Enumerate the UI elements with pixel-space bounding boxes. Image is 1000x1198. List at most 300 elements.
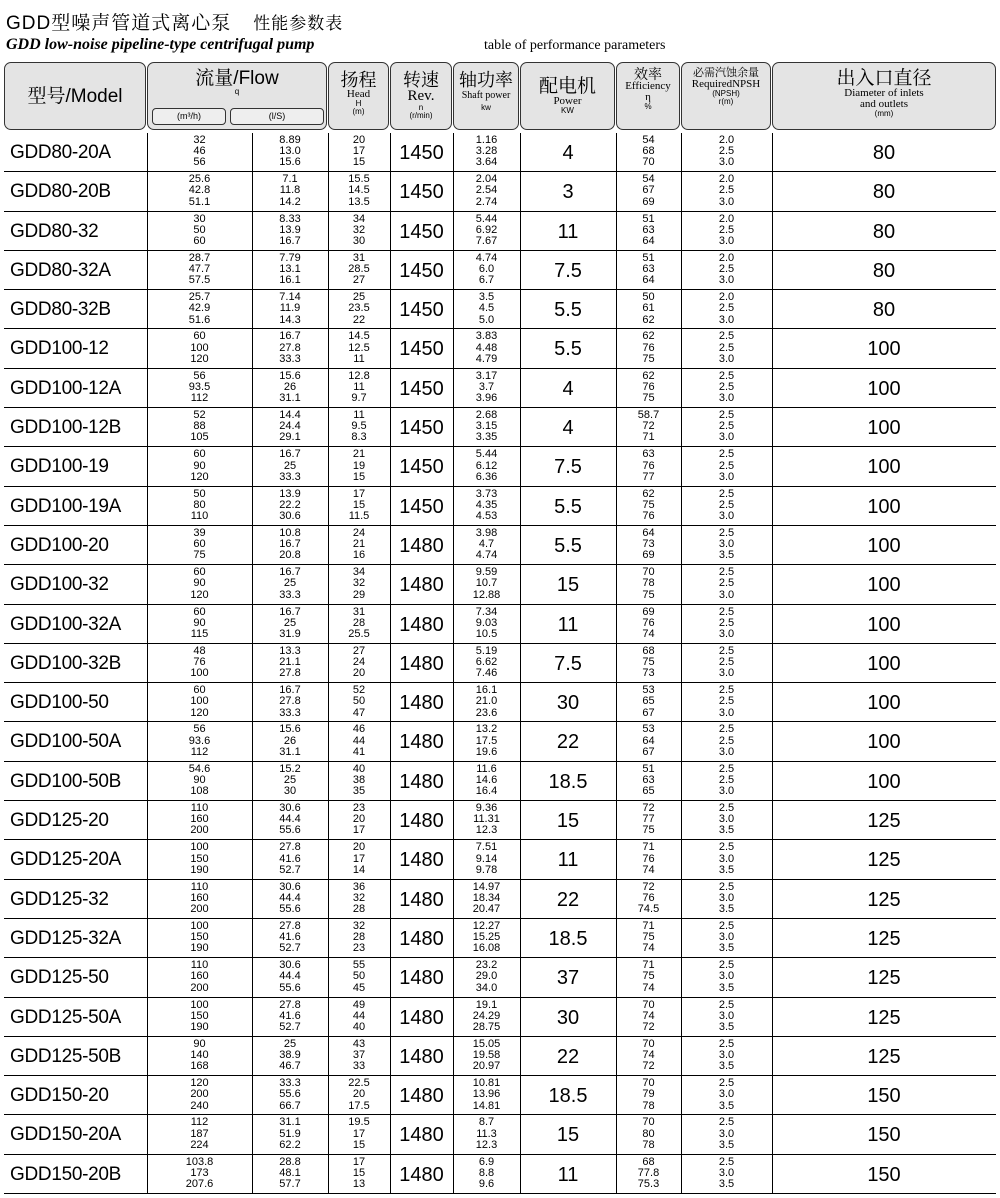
- npsh-cell-value: 3.0: [718, 1127, 735, 1140]
- rev-cell: 1450: [399, 417, 444, 440]
- header-shaft-power: [453, 62, 519, 130]
- shaft-power-cell-value: 28.75: [472, 1020, 501, 1033]
- shaft-power-cell-value: 34.0: [475, 981, 498, 994]
- flow-m3h-cell-value: 105: [190, 431, 209, 444]
- head-cell-value: 34: [352, 566, 366, 579]
- header-diameter: [772, 62, 996, 130]
- npsh-cell-value: 2.5: [718, 695, 735, 708]
- title-en-sub: table of performance parameters: [484, 38, 666, 53]
- npsh-cell-value: 2.5: [718, 184, 735, 197]
- table-row: [4, 880, 996, 919]
- head-cell-value: 24: [352, 656, 366, 669]
- motor-power-cell: 37: [556, 967, 580, 990]
- flow-m3h-cell: [147, 921, 252, 955]
- model-cell: GDD150-20B: [10, 1163, 122, 1185]
- head-cell-value: 28: [352, 903, 366, 916]
- npsh-cell-value: 3.0: [718, 667, 735, 680]
- head-cell-value: 17: [352, 852, 366, 865]
- flow-m3h-cell-value: 90: [193, 616, 206, 629]
- efficiency-cell-value: 72: [642, 1020, 655, 1033]
- npsh-cell-value: 3.5: [718, 903, 735, 916]
- npsh-cell: [681, 1000, 772, 1034]
- flow-ls-cell-value: 21.1: [279, 656, 301, 669]
- table-header: [4, 62, 996, 132]
- shaft-power-cell-value: 16.1: [475, 684, 498, 697]
- header-rev-unit: (r/min): [409, 111, 433, 120]
- head-cell-value: 38: [352, 773, 366, 786]
- shaft-power-cell-value: 7.46: [475, 667, 498, 680]
- flow-ls-cell-value: 7.79: [279, 251, 301, 264]
- header-power-unit: KW: [561, 106, 574, 115]
- shaft-power-cell-value: 3.7: [478, 380, 495, 393]
- motor-power-cell: 7.5: [554, 259, 582, 282]
- efficiency-cell-value: 64: [642, 526, 655, 539]
- header-shaft-en: Shaft power: [461, 90, 511, 101]
- header-flow: [147, 62, 327, 130]
- flow-m3h-cell-value: 110: [190, 959, 209, 972]
- npsh-cell: [681, 331, 772, 365]
- efficiency-cell-value: 53: [642, 723, 655, 736]
- shaft-power-cell: [453, 214, 520, 248]
- motor-power-cell: 15: [556, 1124, 580, 1147]
- flow-m3h-cell: [147, 331, 252, 365]
- table-row: [4, 408, 996, 447]
- table-row: [4, 565, 996, 604]
- flow-ls-cell: [252, 724, 328, 758]
- shaft-power-cell-value: 9.36: [475, 802, 498, 815]
- efficiency-cell-value: 75: [642, 824, 655, 837]
- flow-ls-cell: [252, 253, 328, 287]
- diameter-cell: 80: [872, 220, 896, 243]
- shaft-power-cell: [453, 607, 520, 641]
- flow-ls-cell-value: 16.1: [279, 274, 301, 287]
- motor-power-cell: 3: [562, 181, 574, 204]
- shaft-power-cell-value: 29.0: [475, 970, 498, 983]
- npsh-cell-value: 3.5: [718, 1060, 735, 1073]
- efficiency-cell-value: 74: [642, 942, 655, 955]
- head-cell: [328, 331, 390, 365]
- flow-ls-cell-value: 27.8: [279, 919, 301, 932]
- npsh-cell: [681, 1078, 772, 1112]
- shaft-power-cell-value: 12.3: [475, 1138, 498, 1151]
- flow-m3h-cell-value: 56: [193, 156, 206, 169]
- flow-ls-cell-value: 31.9: [279, 627, 301, 640]
- head-cell-value: 34: [352, 212, 366, 225]
- npsh-cell-value: 3.0: [718, 931, 735, 944]
- npsh-cell-value: 3.0: [718, 706, 735, 719]
- flow-m3h-cell-value: 60: [193, 330, 206, 343]
- flow-m3h-cell-value: 75: [193, 549, 206, 562]
- flow-ls-cell-value: 24.4: [279, 420, 301, 433]
- efficiency-cell-value: 62: [642, 313, 655, 326]
- head-cell-value: 20: [352, 813, 366, 826]
- shaft-power-cell-value: 3.5: [478, 291, 495, 304]
- model-cell: GDD80-32A: [10, 259, 111, 281]
- npsh-cell-value: 2.5: [718, 1077, 735, 1090]
- efficiency-cell-value: 63: [642, 263, 655, 276]
- npsh-cell-value: 3.0: [718, 813, 735, 826]
- efficiency-cell-value: 69: [642, 605, 655, 618]
- npsh-cell-value: 2.5: [718, 723, 735, 736]
- shaft-power-cell-value: 3.83: [475, 330, 498, 343]
- shaft-power-cell-value: 23.2: [475, 959, 498, 972]
- shaft-power-cell: [453, 1078, 520, 1112]
- efficiency-cell-value: 53: [642, 684, 655, 697]
- flow-ls-cell-value: 16.7: [279, 330, 301, 343]
- diameter-cell: 100: [867, 731, 901, 754]
- flow-m3h-cell-value: 200: [190, 903, 209, 916]
- diameter-cell: 100: [867, 692, 901, 715]
- flow-ls-cell-value: 33.3: [279, 706, 301, 719]
- npsh-cell: [681, 1117, 772, 1151]
- efficiency-cell: [616, 803, 681, 837]
- rev-cell: 1480: [399, 810, 444, 833]
- flow-m3h-cell-value: 200: [190, 824, 209, 837]
- head-cell-value: 22.5: [348, 1077, 370, 1090]
- diameter-cell: 100: [867, 417, 901, 440]
- flow-m3h-cell: [147, 1078, 252, 1112]
- efficiency-cell-value: 75: [642, 392, 655, 405]
- flow-m3h-cell-value: 80: [193, 498, 206, 511]
- flow-ls-cell: [252, 1117, 328, 1151]
- efficiency-cell-value: 71: [642, 959, 655, 972]
- flow-ls-cell-value: 15.2: [279, 762, 301, 775]
- head-cell: [328, 253, 390, 287]
- npsh-cell-value: 2.0: [718, 251, 735, 264]
- npsh-cell-value: 2.0: [718, 291, 735, 304]
- shaft-power-cell: [453, 1000, 520, 1034]
- diameter-cell: 125: [867, 1006, 901, 1029]
- head-cell: [328, 921, 390, 955]
- npsh-cell-value: 2.5: [718, 223, 735, 236]
- npsh-cell: [681, 449, 772, 483]
- efficiency-cell-value: 70: [642, 998, 655, 1011]
- flow-m3h-cell-value: 150: [190, 1009, 209, 1022]
- flow-m3h-cell: [147, 607, 252, 641]
- motor-power-cell: 5.5: [554, 534, 582, 557]
- shaft-power-cell-value: 24.29: [472, 1009, 501, 1022]
- flow-ls-cell-value: 46.7: [279, 1060, 301, 1073]
- npsh-cell-value: 2.5: [718, 380, 735, 393]
- flow-ls-cell-value: 28.8: [279, 1155, 301, 1168]
- rev-cell: 1450: [399, 299, 444, 322]
- model-cell: GDD100-20: [10, 534, 109, 556]
- efficiency-cell: [616, 685, 681, 719]
- head-cell: [328, 135, 390, 169]
- rev-cell: 1450: [399, 181, 444, 204]
- flow-m3h-cell-value: 51.6: [188, 313, 211, 326]
- efficiency-cell-value: 65: [642, 785, 655, 798]
- header-dia-cn: 出入口直径: [836, 68, 932, 89]
- efficiency-cell: [616, 724, 681, 758]
- rev-cell: 1480: [399, 1124, 444, 1147]
- header-head-en: Head: [346, 88, 371, 100]
- table-row: [4, 919, 996, 958]
- shaft-power-cell: [453, 410, 520, 444]
- flow-ls-cell-value: 15.6: [279, 156, 301, 169]
- efficiency-cell: [616, 960, 681, 994]
- efficiency-cell-value: 74: [642, 1009, 655, 1022]
- efficiency-cell-value: 71: [642, 431, 655, 444]
- flow-ls-cell-value: 33.3: [279, 352, 301, 365]
- flow-m3h-cell-value: 108: [190, 785, 209, 798]
- head-cell: [328, 960, 390, 994]
- flow-m3h-cell-value: 207.6: [185, 1178, 214, 1191]
- shaft-power-cell-value: 15.25: [472, 931, 501, 944]
- table-row: [4, 958, 996, 997]
- flow-ls-cell-value: 27.8: [279, 341, 301, 354]
- npsh-cell: [681, 1039, 772, 1073]
- header-head-unit: (m): [352, 107, 365, 116]
- flow-ls-cell-value: 30.6: [279, 510, 301, 523]
- flow-m3h-cell-value: 140: [190, 1049, 209, 1062]
- motor-power-cell: 11: [557, 1163, 579, 1186]
- flow-m3h-cell-value: 60: [193, 605, 206, 618]
- flow-ls-cell-value: 13.9: [279, 487, 301, 500]
- head-cell-value: 11: [353, 352, 365, 365]
- flow-ls-cell-value: 44.4: [279, 813, 301, 826]
- shaft-power-cell-value: 8.8: [478, 1166, 495, 1179]
- flow-ls-cell-value: 38.9: [279, 1049, 301, 1062]
- flow-m3h-cell-value: 190: [190, 942, 209, 955]
- npsh-cell-value: 2.5: [718, 919, 735, 932]
- flow-m3h-cell: [147, 253, 252, 287]
- flow-ls-cell: [252, 567, 328, 601]
- head-cell-value: 44: [352, 734, 366, 747]
- flow-m3h-cell-value: 50: [193, 223, 206, 236]
- rev-cell: 1480: [399, 888, 444, 911]
- flow-m3h-cell: [147, 214, 252, 248]
- npsh-cell-value: 3.5: [718, 942, 735, 955]
- table-row: [4, 133, 996, 172]
- motor-power-cell: 22: [556, 888, 580, 911]
- npsh-cell-value: 3.0: [718, 1166, 735, 1179]
- npsh-cell-value: 2.5: [718, 998, 735, 1011]
- head-cell-value: 36: [352, 880, 366, 893]
- head-cell-value: 8.3: [351, 431, 367, 444]
- efficiency-cell: [616, 528, 681, 562]
- flow-m3h-cell-value: 103.8: [185, 1155, 214, 1168]
- motor-power-cell: 11: [557, 849, 579, 872]
- header-power: [520, 62, 615, 130]
- shaft-power-cell-value: 19.6: [475, 745, 498, 758]
- shaft-power-cell: [453, 174, 520, 208]
- header-head-cn: 扬程: [340, 70, 377, 90]
- head-cell: [328, 410, 390, 444]
- shaft-power-cell-value: 4.7: [478, 538, 495, 551]
- head-cell-value: 24: [352, 526, 366, 539]
- efficiency-cell-value: 64: [642, 274, 655, 287]
- model-cell: GDD100-12: [10, 338, 109, 360]
- flow-m3h-cell: [147, 567, 252, 601]
- flow-ls-cell-value: 26: [283, 734, 297, 747]
- model-cell: GDD80-32B: [10, 299, 111, 321]
- head-cell-value: 40: [352, 762, 366, 775]
- flow-ls-cell-value: 16.7: [279, 448, 301, 461]
- npsh-cell: [681, 803, 772, 837]
- flow-m3h-cell-value: 160: [190, 813, 209, 826]
- flow-m3h-cell-value: 100: [190, 667, 209, 680]
- shaft-power-cell-value: 9.59: [475, 566, 498, 579]
- shaft-power-cell-value: 13.96: [472, 1088, 501, 1101]
- npsh-cell-value: 2.0: [718, 212, 735, 225]
- shaft-power-cell-value: 3.15: [475, 420, 498, 433]
- efficiency-cell-value: 77: [642, 470, 655, 483]
- motor-power-cell: 18.5: [548, 1085, 588, 1108]
- flow-ls-cell-value: 33.3: [279, 470, 301, 483]
- model-cell: GDD100-50B: [10, 770, 122, 792]
- efficiency-cell-value: 54: [642, 134, 655, 146]
- head-cell-value: 21: [352, 538, 366, 551]
- efficiency-cell: [616, 567, 681, 601]
- flow-ls-cell-value: 13.0: [279, 145, 301, 158]
- npsh-cell-value: 2.5: [718, 734, 735, 747]
- shaft-power-cell-value: 14.81: [472, 1099, 501, 1112]
- flow-ls-cell-value: 8.33: [279, 212, 301, 225]
- efficiency-cell-value: 77: [642, 813, 655, 826]
- head-cell-value: 35: [352, 785, 366, 798]
- shaft-power-cell-value: 2.74: [475, 195, 498, 208]
- header-flow-unit-ls: (l/S): [230, 108, 324, 125]
- diameter-cell: 100: [867, 534, 901, 557]
- flow-m3h-cell-value: 76: [193, 656, 206, 669]
- header-rev-symbol: n: [418, 103, 424, 112]
- npsh-cell-value: 2.5: [718, 959, 735, 972]
- npsh-cell: [681, 921, 772, 955]
- npsh-cell-value: 2.5: [718, 409, 735, 422]
- flow-ls-cell-value: 16.7: [279, 566, 301, 579]
- head-cell-value: 40: [352, 1020, 366, 1033]
- head-cell-value: 13.5: [348, 195, 370, 208]
- efficiency-cell: [616, 882, 681, 916]
- flow-ls-cell: [252, 410, 328, 444]
- head-cell: [328, 371, 390, 405]
- npsh-cell-value: 3.5: [718, 863, 735, 876]
- motor-power-cell: 22: [556, 731, 580, 754]
- npsh-cell-value: 2.5: [718, 302, 735, 315]
- head-cell: [328, 449, 390, 483]
- flow-m3h-cell-value: 25.6: [188, 173, 211, 186]
- flow-m3h-cell-value: 90: [193, 459, 206, 472]
- diameter-cell: 125: [867, 1045, 901, 1068]
- header-eff-symbol: η: [645, 91, 651, 103]
- flow-ls-cell-value: 55.6: [279, 1088, 301, 1101]
- shaft-power-cell-value: 16.08: [472, 942, 501, 955]
- head-cell-value: 31: [352, 605, 366, 618]
- flow-m3h-cell: [147, 803, 252, 837]
- head-cell-value: 28: [352, 931, 366, 944]
- model-cell: GDD80-20A: [10, 142, 111, 163]
- flow-ls-cell-value: 7.14: [279, 291, 301, 304]
- flow-ls-cell: [252, 489, 328, 523]
- npsh-cell: [681, 1157, 772, 1191]
- head-cell-value: 15: [352, 498, 366, 511]
- motor-power-cell: 7.5: [554, 456, 582, 479]
- shaft-power-cell: [453, 724, 520, 758]
- shaft-power-cell: [453, 646, 520, 680]
- flow-m3h-cell-value: 168: [190, 1060, 209, 1073]
- npsh-cell-value: 3.0: [718, 1088, 735, 1101]
- title-cn-main: GDD型噪声管道式离心泵: [6, 13, 232, 34]
- model-cell: GDD125-20: [10, 810, 109, 832]
- npsh-cell-value: 2.0: [718, 134, 735, 146]
- diameter-cell: 150: [867, 1163, 901, 1186]
- flow-m3h-cell-value: 42.8: [188, 184, 211, 197]
- rev-cell: 1480: [399, 613, 444, 636]
- rev-cell: 1480: [399, 692, 444, 715]
- head-cell-value: 44: [352, 1009, 366, 1022]
- head-cell: [328, 764, 390, 798]
- efficiency-cell-value: 78: [642, 1138, 655, 1151]
- efficiency-cell-value: 75: [642, 970, 655, 983]
- flow-ls-cell-value: 27.8: [279, 695, 301, 708]
- table-row: [4, 840, 996, 879]
- efficiency-cell-value: 68: [642, 1155, 655, 1168]
- shaft-power-cell-value: 5.44: [475, 448, 498, 461]
- flow-m3h-cell-value: 110: [190, 880, 209, 893]
- npsh-cell-value: 3.5: [718, 1178, 735, 1191]
- diameter-cell: 125: [867, 927, 901, 950]
- efficiency-cell: [616, 1039, 681, 1073]
- efficiency-cell-value: 51: [642, 762, 655, 775]
- flow-m3h-cell-value: 56: [193, 723, 206, 736]
- npsh-cell: [681, 371, 772, 405]
- head-cell-value: 55: [352, 959, 366, 972]
- shaft-power-cell-value: 4.79: [475, 352, 498, 365]
- flow-ls-cell-value: 27.8: [279, 667, 301, 680]
- shaft-power-cell-value: 21.0: [475, 695, 498, 708]
- shaft-power-cell: [453, 764, 520, 798]
- header-npsh-unit: r(m): [718, 97, 734, 106]
- head-cell-value: 13: [352, 1178, 366, 1191]
- model-cell: GDD125-32A: [10, 927, 122, 949]
- npsh-cell-value: 3.0: [718, 1009, 735, 1022]
- npsh-cell-value: 2.5: [718, 498, 735, 511]
- table-row: [4, 290, 996, 329]
- head-cell-value: 15: [352, 1138, 366, 1151]
- flow-m3h-cell-value: 115: [190, 627, 209, 640]
- flow-m3h-cell-value: 173: [190, 1166, 209, 1179]
- head-cell: [328, 567, 390, 601]
- npsh-cell: [681, 528, 772, 562]
- npsh-cell-value: 3.0: [718, 588, 735, 601]
- shaft-power-cell-value: 6.9: [478, 1155, 495, 1168]
- efficiency-cell-value: 73: [642, 667, 655, 680]
- flow-m3h-cell-value: 56: [193, 369, 206, 382]
- header-flow-label: 流量/Flow: [195, 68, 279, 89]
- model-cell: GDD125-20A: [10, 849, 122, 871]
- flow-m3h-cell: [147, 1039, 252, 1073]
- flow-m3h-cell-value: 39: [193, 526, 206, 539]
- npsh-cell-value: 3.0: [718, 627, 735, 640]
- efficiency-cell-value: 64: [642, 234, 655, 247]
- flow-ls-cell-value: 57.7: [279, 1178, 301, 1191]
- shaft-power-cell-value: 6.7: [478, 274, 495, 287]
- flow-ls-cell: [252, 292, 328, 326]
- flow-ls-cell-value: 48.1: [279, 1166, 301, 1179]
- flow-m3h-cell: [147, 1117, 252, 1151]
- npsh-cell-value: 3.0: [718, 745, 735, 758]
- npsh-cell-value: 3.0: [718, 195, 735, 208]
- head-cell: [328, 489, 390, 523]
- npsh-cell-value: 2.5: [718, 880, 735, 893]
- npsh-cell-value: 3.0: [718, 313, 735, 326]
- head-cell-value: 16: [352, 549, 366, 562]
- table-row: [4, 212, 996, 251]
- flow-m3h-cell: [147, 1000, 252, 1034]
- head-cell-value: 17: [352, 1127, 366, 1140]
- efficiency-cell-value: 50: [642, 291, 655, 304]
